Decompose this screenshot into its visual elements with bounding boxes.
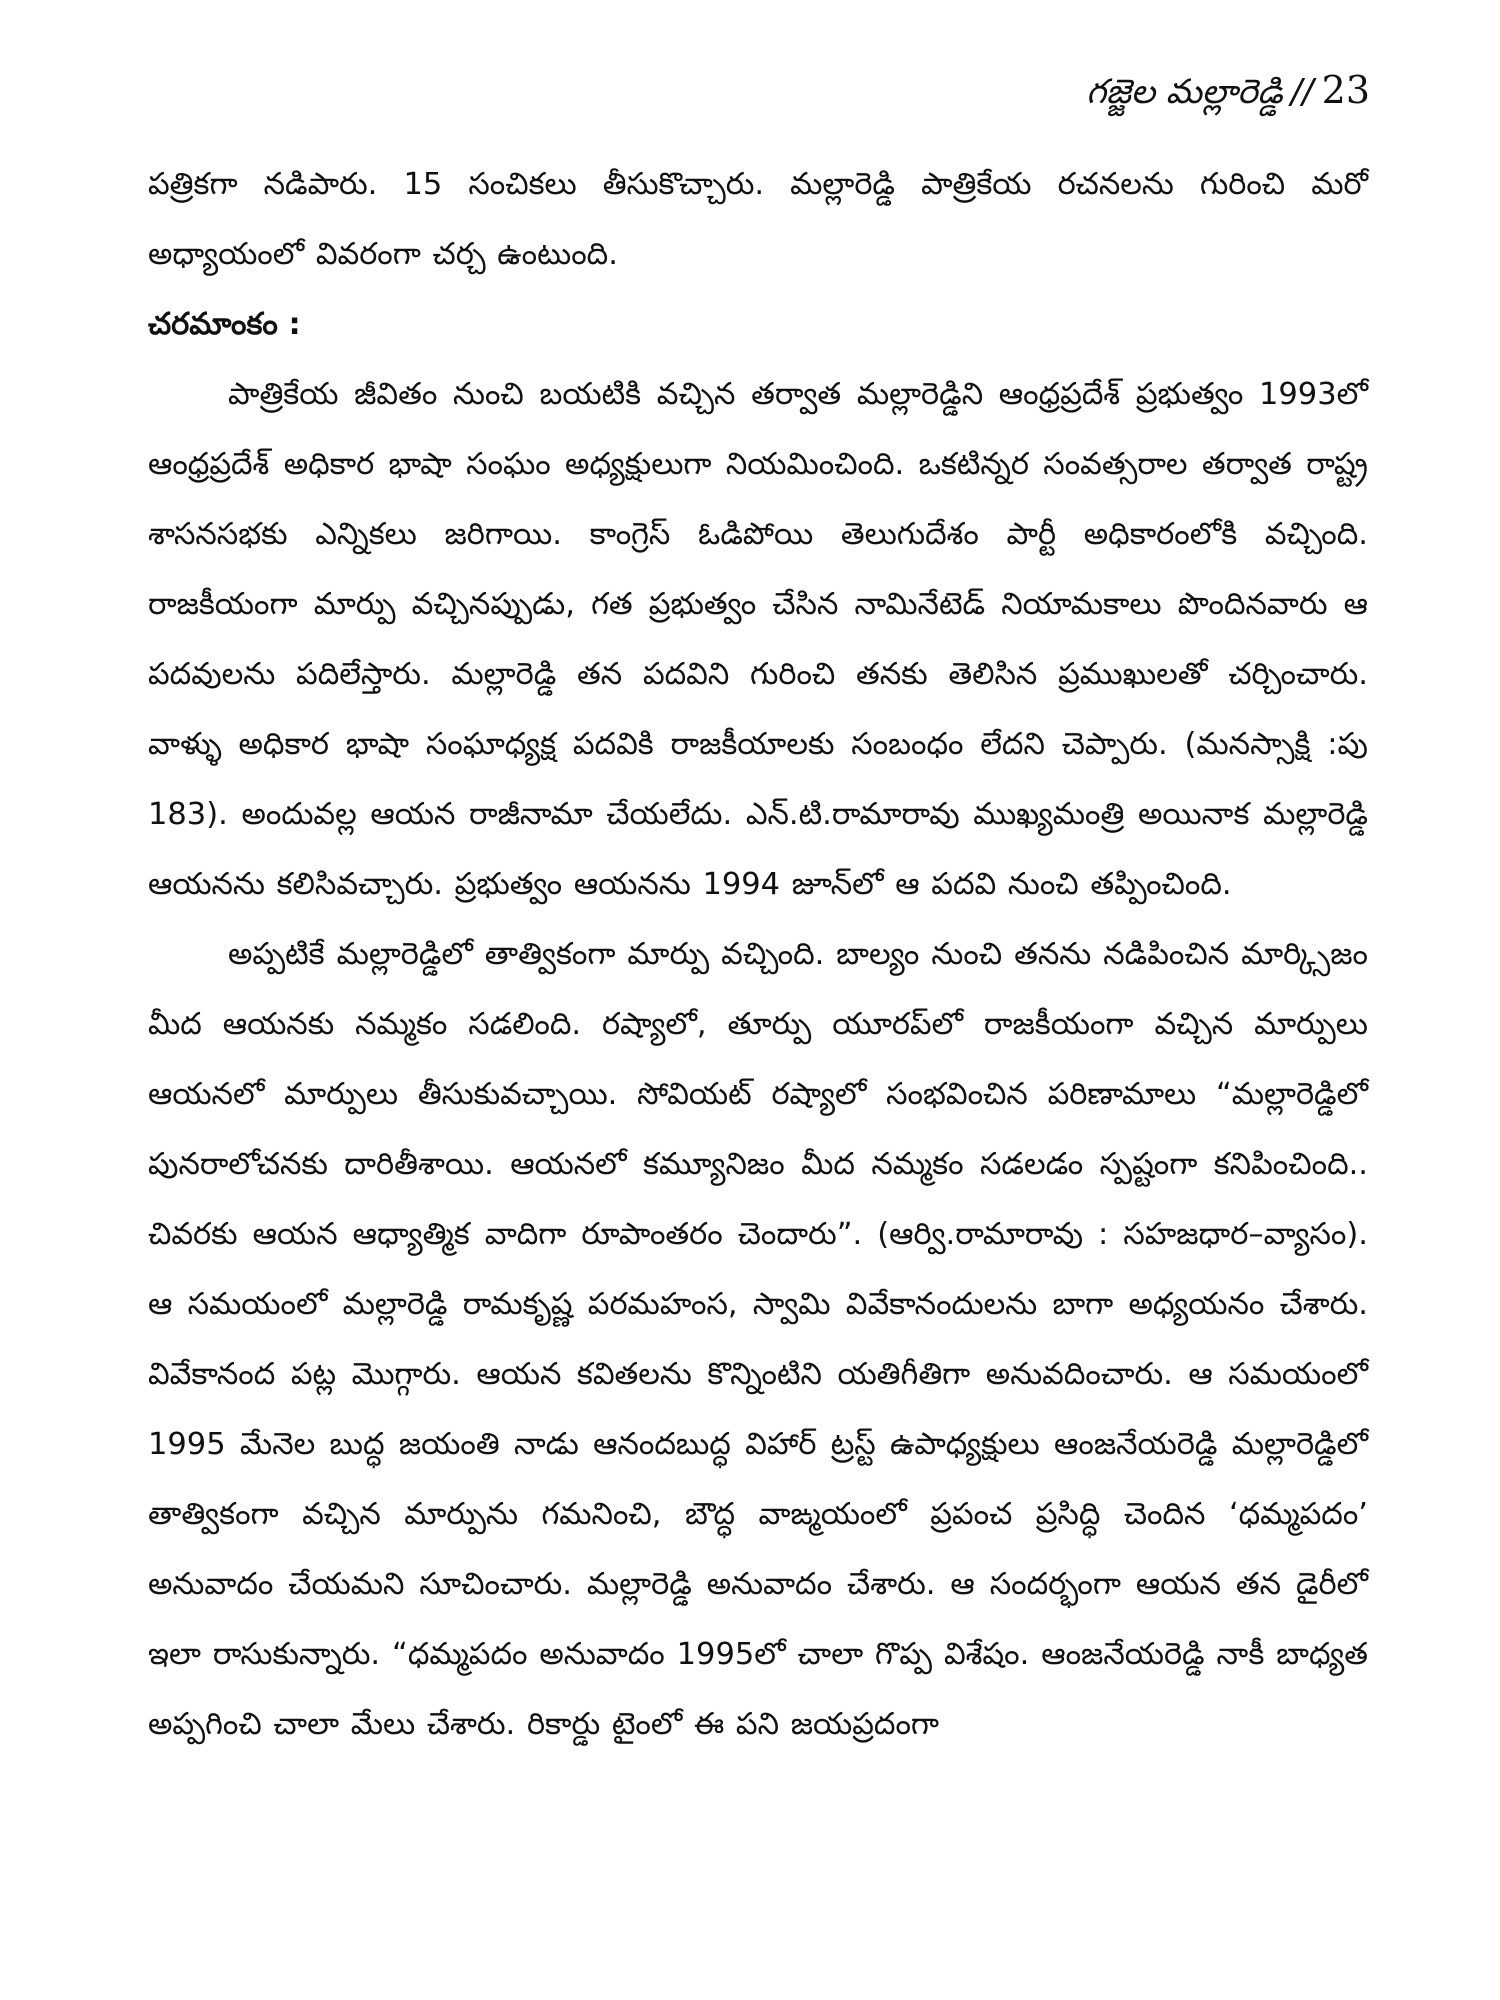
header-separator: // [1290,72,1314,112]
paragraph-3: అప్పటికే మల్లారెడ్డిలో తాత్వికంగా మార్పు వచ్చింది. బాల్యం నుంచి తనను నడిపించిన మార్క్సిజం మీద ఆయనకు నమ్మకం సడలింది. రష్యాలో, తూర్పు యూరప్‌లో రాజకీయంగా వచ్చిన మార్పులు ఆయనలో మార్పులు తీసుకువచ్చాయి. సోవియట్ రష్యాలో సంభవించిన పరిణామాలు “మల్లారెడ్డిలో పునరాలోచనకు దారితీశాయి. ఆయనలో కమ్యూనిజం మీద నమ్మకం సడలడం స్పష్టంగా కనిపించింది.. చివరకు ఆయన ఆధ్యాత్మిక వాదిగా రూపాంతరం చెందారు”. (ఆర్వి.రామారావు : సహజధార–వ్యాసం). ఆ సమయంలో మల్లారెడ్డి రామకృష్ణ పరమహంస, స్వామి వివేకానందులను బాగా అధ్యయనం చేశారు. వివేకానంద పట్ల మొగ్గారు. ఆయన కవితలను కొన్నింటిని యతిగీతిగా అనువదించారు. ఆ సమయంలో 1995 మేనెల బుద్ధ జయంతి నాడు ఆనందబుద్ధ విహార్ ట్రస్ట్ ఉపాధ్యక్షులు ఆంజనేయరెడ్డి మల్లారెడ్డిలో తాత్వికంగా వచ్చిన మార్పును గమనించి, బౌద్ధ వాఙ్మయంలో ప్రపంచ ప్రసిద్ధి చెందిన ‘ధమ్మపదం’ అనువాదం చేయమని సూచించారు. మల్లారెడ్డి అనువాదం చేశారు. ఆ సందర్భంగా ఆయన తన డైరీలో ఇలా రాసుకున్నారు. “ధమ్మపదం అనువాదం 1995లో చాలా గొప్ప విశేషం. ఆంజనేయరెడ్డి నాకీ బాధ్యత అప్పగించి చాలా మేలు చేశారు. రికార్డు టైంలో ఈ పని జయప్రదంగా [148,937,1368,1742]
section-heading: చరమాంకం : [148,307,301,342]
running-header [1086,68,1370,120]
paragraph-1: పత్రికగా నడిపారు. 15 సంచికలు తీసుకొచ్చారు. మల్లారెడ్డి పాత్రికేయ రచనలను గురించి మరో అధ్యాయంలో వివరంగా చర్చ ఉంటుంది. [148,167,1368,272]
page-number: 23 [1321,68,1370,112]
running-title: గజ్జెల మల్లారెడ్డి [1086,72,1283,112]
paragraph-2: పాత్రికేయ జీవితం నుంచి బయటికి వచ్చిన తర్వాత మల్లారెడ్డిని ఆంధ్రప్రదేశ్ ప్రభుత్వం 1993లో ఆంధ్రప్రదేశ్ అధికార భాషా సంఘం అధ్యక్షులుగా నియమించింది. ఒకటిన్నర సంవత్సరాల తర్వాత రాష్ట్ర శాసనసభకు ఎన్నికలు జరిగాయి. కాంగ్రెస్ ఓడిపోయి తెలుగుదేశం పార్టీ అధికారంలోకి వచ్చింది. రాజకీయంగా మార్పు వచ్చినప్పుడు, గత ప్రభుత్వం చేసిన నామినేటెడ్ నియామకాలు పొందినవారు ఆ పదవులను పదిలేస్తారు. మల్లారెడ్డి తన పదవిని గురించి తనకు తెలిసిన ప్రముఖులతో చర్చించారు. వాళ్ళు అధికార భాషా సంఘాధ్యక్ష పదవికి రాజకీయాలకు సంబంధం లేదని చెప్పారు. (మనస్సాక్షి :పు 183). అందువల్ల ఆయన రాజీనామా చేయలేదు. ఎన్.టి.రామారావు ముఖ్యమంత్రి అయినాక మల్లారెడ్డి ఆయనను కలిసివచ్చారు. ప్రభుత్వం ఆయనను 1994 జూన్‌లో ఆ పదవి నుంచి తప్పించింది. [148,377,1368,902]
body-text [148,150,1368,1760]
